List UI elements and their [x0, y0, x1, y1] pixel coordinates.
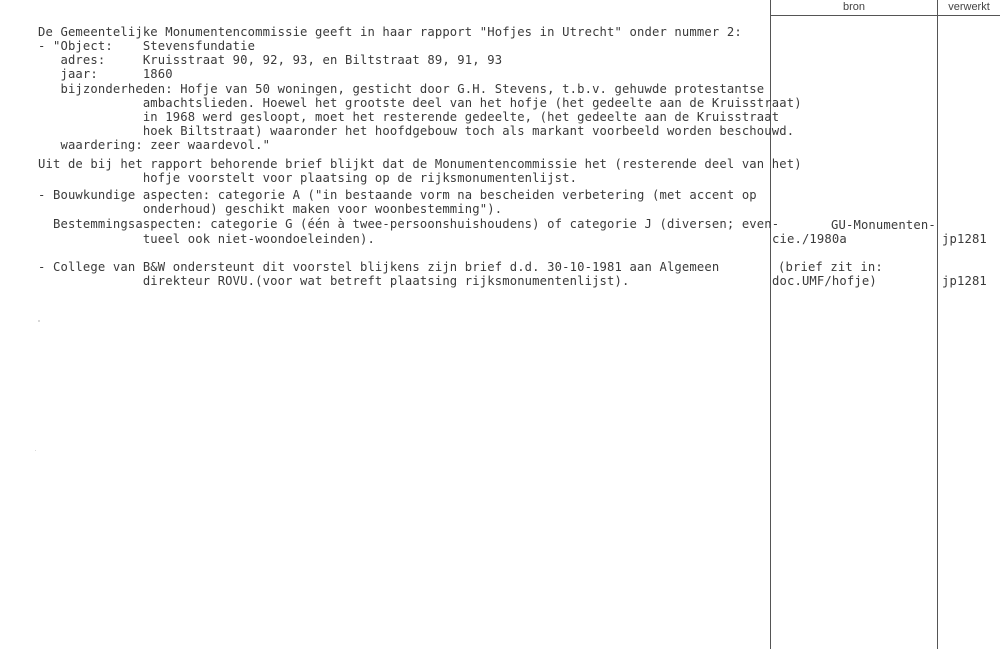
text-line: tueel ook niet-woondoeleinden). — [38, 232, 375, 246]
text-line: adres: Kruisstraat 90, 92, 93, en Biltstraat 89, 91, 93 — [38, 53, 503, 67]
scan-speck — [35, 450, 36, 451]
text-line: bijzonderheden: Hofje van 50 woningen, gesticht door G.H. Stevens, t.b.v. gehuwde protestantse — [38, 82, 765, 96]
text-line: - "Object: Stevensfundatie — [38, 39, 256, 53]
bron-entry-2-line-1: (brief zit in: — [778, 260, 883, 274]
column-divider-verwerkt — [937, 0, 938, 649]
scan-speck — [38, 320, 40, 322]
text-line: jaar: 1860 — [38, 67, 173, 81]
text-line: waardering: zeer waardevol." — [38, 138, 271, 152]
header-verwerkt: verwerkt — [948, 1, 990, 13]
bron-entry-1-line-2: cie./1980a — [772, 232, 847, 246]
bron-entry-2-line-2: doc.UMF/hofje) — [772, 274, 877, 288]
text-line: onderhoud) geschikt maken voor woonbestemming"). — [38, 202, 503, 216]
text-line: De Gemeentelijke Monumentencommissie geeft in haar rapport "Hofjes in Utrecht" onder nummer 2: — [38, 25, 742, 39]
verwerkt-entry-1: jp1281 — [942, 232, 987, 246]
bron-entry-1-line-1: GU-Monumenten- — [831, 218, 936, 232]
text-line: - Bouwkundige aspecten: categorie A ("in bestaande vorm na bescheiden verbetering (met accent op — [38, 188, 757, 202]
text-line: Uit de bij het rapport behorende brief blijkt dat de Monumentencommissie het (resterende deel van het) — [38, 157, 802, 171]
text-line: in 1968 werd gesloopt, moet het resterende gedeelte, (het gedeelte aan de Kruisstraat — [38, 110, 780, 124]
verwerkt-entry-2: jp1281 — [942, 274, 987, 288]
header-rule — [770, 15, 1000, 16]
text-line: - College van B&W ondersteunt dit voorstel blijkens zijn brief d.d. 30-10-1981 aan Algemeen — [38, 260, 720, 274]
text-line: hofje voorstelt voor plaatsing op de rijksmonumentenlijst. — [38, 171, 578, 185]
header-bron: bron — [842, 1, 866, 13]
text-line: direkteur ROVU.(voor wat betreft plaatsing rijksmonumentenlijst). — [38, 274, 630, 288]
text-line: ambachtslieden. Hoewel het grootste deel van het hofje (het gedeelte aan de Kruisstraat) — [38, 96, 802, 110]
text-line: hoek Biltstraat) waaronder het hoofdgebouw toch als markant voorbeeld worden beschouwd. — [38, 124, 795, 138]
text-line: Bestemmingsaspecten: categorie G (één à twee-persoonshuishoudens) of categorie J (diversen; even- — [38, 217, 780, 231]
